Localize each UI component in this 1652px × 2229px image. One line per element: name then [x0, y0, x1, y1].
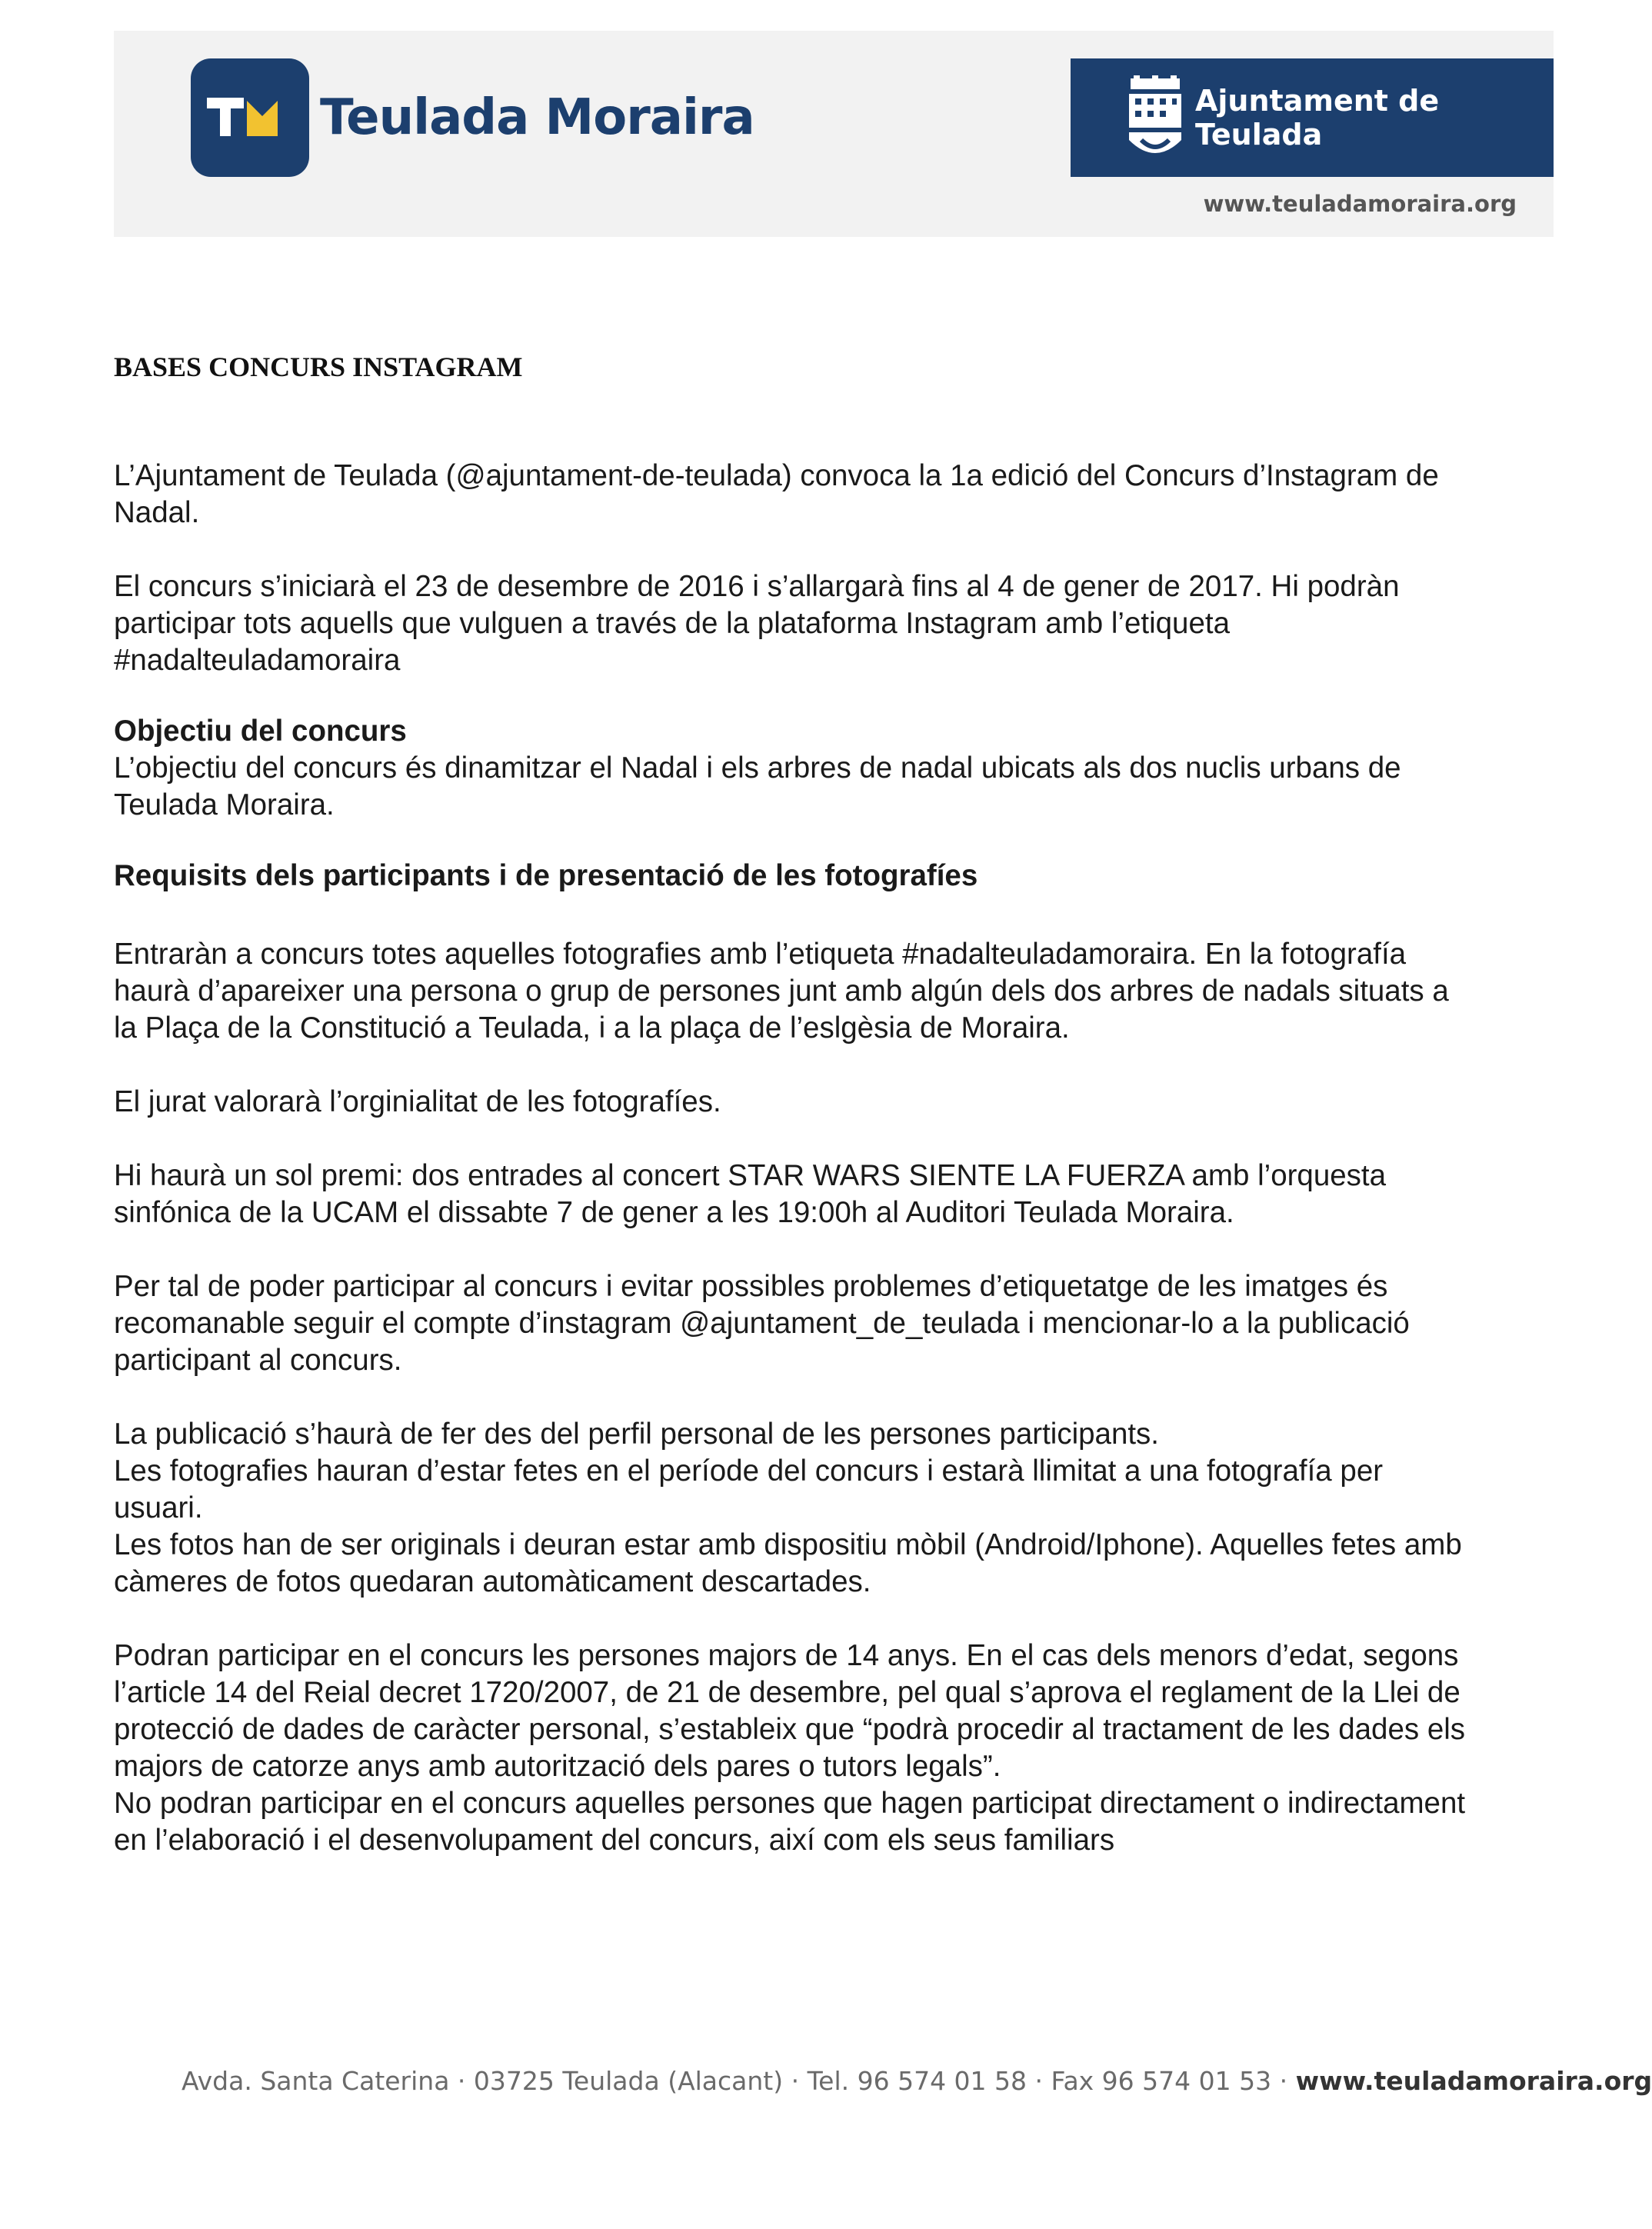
header-website-link[interactable]: www.teuladamoraira.org	[1203, 191, 1517, 217]
council-name: Ajuntament de Teulada	[1195, 84, 1440, 152]
brand-name: Teulada Moraira	[320, 89, 754, 146]
intro-paragraph-1: L’Ajuntament de Teulada (@ajuntament-de-teulada) convoca la 1a edició del Concurs d’Instagram de Nadal.	[114, 459, 1439, 529]
objective-paragraph: L’objectiu del concurs és dinamitzar el Nadal i els arbres de nadal ubicats als dos nuclis urbans de Teulada Moraira.	[114, 751, 1401, 821]
requirements-paragraph-6a: Podran participar en el concurs les persones majors de 14 anys. En el cas dels menors d’edat, segons l’article 14 del Reial decret 1720/2007, de 21 de desembre, pel qual s’aprova el reglament de la Llei de protecció de dades de caràcter personal, s’estableix que “podrà procedir al tractament de les dades els majors de catorze anys amb autorització dels pares o tutors legals”.	[114, 1639, 1466, 1783]
letterhead-footer	[182, 2066, 1652, 2096]
requirements-paragraph-5a: La publicació s’haurà de fer des del perfil personal de les persones participants.	[114, 1418, 1160, 1451]
ajuntament-logo	[1071, 58, 1554, 177]
requirements-paragraph-5b: Les fotografies hauran d’estar fetes en el període del concurs i estarà llimitat a una fotografía per usuari.	[114, 1454, 1384, 1524]
section-heading-objective: Objectiu del concurs	[114, 715, 407, 748]
footer-address: Avda. Santa Caterina · 03725 Teulada (Alacant) · Tel. 96 574 01 58 · Fax 96 574 01 53 ·	[182, 2066, 1296, 2096]
document-title: BASES CONCURS INSTAGRAM	[114, 352, 523, 382]
document-body	[114, 458, 1467, 1859]
requirements-paragraph-6b: No podran participar en el concurs aquelles persones que hagen participat directament o indirectament en l’elaboració i el desenvolupament del concurs, així com els seus familiars	[114, 1787, 1466, 1857]
requirements-paragraph-5c: Les fotos han de ser originals i deuran estar amb dispositiu mòbil (Android/Iphone). Aquelles fetes amb càmeres de fotos quedaran automàticament descartades.	[114, 1528, 1462, 1598]
requirements-paragraph-4: Per tal de poder participar al concurs i evitar possibles problemes d’etiquetatge de les imatges és recomanable seguir el compte d’instagram @ajuntament_de_teulada i mencionar-lo a la publicació participant al concurs.	[114, 1270, 1410, 1377]
intro-paragraph-2: El concurs s’iniciarà el 23 de desembre de 2016 i s’allargarà fins al 4 de gener de 2017. Hi podràn participar tots aquells que vulguen a través de la plataforma Instagram amb l’etiqueta #nadalteuladamoraira	[114, 570, 1400, 677]
section-heading-requirements: Requisits dels participants i de presentació de les fotografíes	[114, 859, 978, 892]
footer-website-link[interactable]: www.teuladamoraira.org	[1295, 2066, 1652, 2096]
teulada-moraira-logo	[191, 58, 754, 177]
requirements-paragraph-1: Entraràn a concurs totes aquelles fotografies amb l’etiqueta #nadalteuladamoraira. En la fotografía haurà d’apareixer una persona o grup de persones junt amb algún dels dos arbres de nadals situats a la Plaça de la Constitució a Teulada, i a la plaça de l’eslgèsia de Moraira.	[114, 938, 1449, 1045]
tm-logo-icon	[191, 58, 309, 177]
requirements-paragraph-2: El jurat valorarà l’orginialitat de les fotografíes.	[114, 1085, 721, 1118]
letterhead-banner	[114, 31, 1554, 237]
teulada-crest-icon	[1126, 75, 1184, 160]
requirements-paragraph-3: Hi haurà un sol premi: dos entrades al concert STAR WARS SIENTE LA FUERZA amb l’orquesta sinfónica de la UCAM el dissabte 7 de gener a les 19:00h al Auditori Teulada Moraira.	[114, 1159, 1387, 1229]
